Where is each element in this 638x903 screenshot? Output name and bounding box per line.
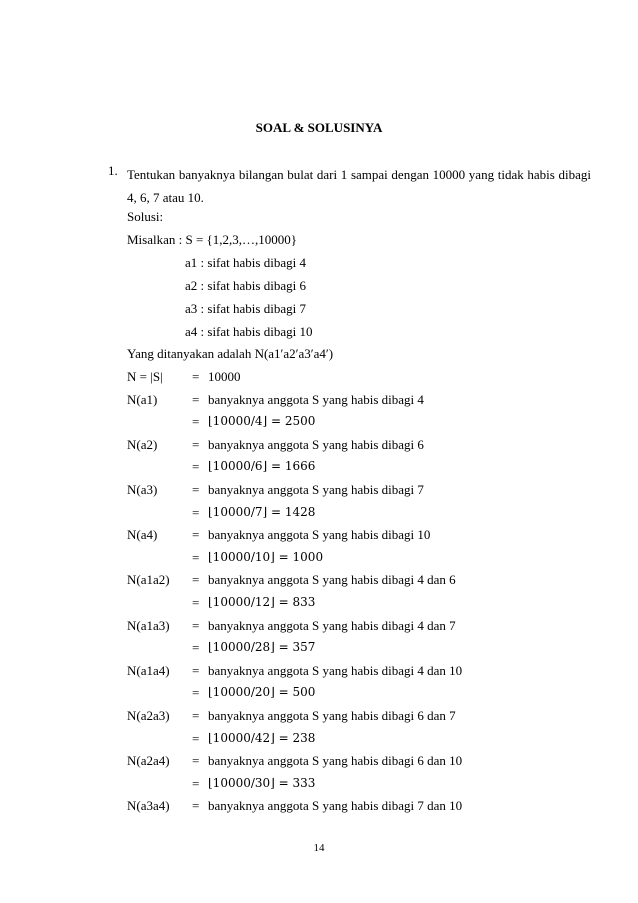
row-rhs: banyaknya anggota S yang habis dibagi 6 [208, 437, 424, 452]
row-rhs: banyaknya anggota S yang habis dibagi 4 dan 7 [208, 618, 456, 633]
row-lhs: N(a2) [127, 437, 158, 452]
row-rhs: ⌊10000/4⌋ = 2500 [208, 414, 316, 428]
row-rhs: banyaknya anggota S yang habis dibagi 6 dan 10 [208, 753, 463, 768]
row-rhs: banyaknya anggota S yang habis dibagi 4 dan 10 [208, 663, 463, 678]
page-title: SOAL & SOLUSINYA [255, 120, 383, 135]
row-equals: = [192, 572, 200, 587]
asked-line: Yang ditanyakan adalah N(a1′a2′a3′a4′) [127, 346, 334, 361]
row-rhs: ⌊10000/6⌋ = 1666 [208, 459, 316, 473]
row-rhs: ⌊10000/20⌋ = 500 [208, 685, 316, 699]
row-equals: = [192, 685, 200, 700]
row-equals: = [192, 527, 200, 542]
row-rhs: banyaknya anggota S yang habis dibagi 4 [208, 392, 424, 407]
solusi-label: Solusi: [127, 209, 164, 224]
row-rhs: banyaknya anggota S yang habis dibagi 7 [208, 482, 424, 497]
row-rhs: banyaknya anggota S yang habis dibagi 6 dan 7 [208, 708, 456, 723]
question-text: Tentukan banyaknya bilangan bulat dari 1 sampai dengan 10000 yang tidak habis dibagi 4, 6, 7 atau 10. [127, 167, 591, 205]
row-equals: = [192, 550, 200, 565]
row-rhs: ⌊10000/30⌋ = 333 [208, 776, 316, 790]
property-a1: a1 : sifat habis dibagi 4 [185, 255, 306, 270]
row-equals: = [192, 595, 200, 610]
row-rhs: banyaknya anggota S yang habis dibagi 10 [208, 527, 431, 542]
page-number: 14 [313, 842, 325, 854]
row-lhs: N(a1a2) [127, 572, 170, 587]
row-lhs: N(a4) [127, 527, 158, 542]
misalkan-line: Misalkan : S = {1,2,3,…,10000} [127, 232, 298, 247]
property-a4: a4 : sifat habis dibagi 10 [185, 324, 313, 339]
row-equals: = [192, 753, 200, 768]
row-equals: = [192, 640, 200, 655]
row-rhs: banyaknya anggota S yang habis dibagi 7 dan 10 [208, 798, 463, 813]
row-equals: = [192, 618, 200, 633]
row-equals: = [192, 414, 200, 429]
row-rhs: ⌊10000/28⌋ = 357 [208, 640, 316, 654]
row-lhs: N(a3) [127, 482, 158, 497]
row-lhs: N(a1a4) [127, 663, 170, 678]
row-rhs: ⌊10000/7⌋ = 1428 [208, 505, 316, 519]
row-equals: = [192, 776, 200, 791]
property-a2: a2 : sifat habis dibagi 6 [185, 278, 306, 293]
row-equals: = [192, 731, 200, 746]
row-equals: = [192, 437, 200, 452]
row-equals: = [192, 459, 200, 474]
row-lhs: N(a2a3) [127, 708, 170, 723]
row-rhs: ⌊10000/42⌋ = 238 [208, 731, 316, 745]
row-lhs: N(a1a3) [127, 618, 170, 633]
row-lhs: N(a3a4) [127, 798, 170, 813]
row-rhs: 10000 [208, 369, 241, 384]
row-equals: = [192, 505, 200, 520]
question-number: 1. [108, 163, 118, 178]
row-rhs: ⌊10000/12⌋ = 833 [208, 595, 316, 609]
row-lhs: N = |S| [127, 369, 163, 384]
row-equals: = [192, 392, 200, 407]
row-equals: = [192, 482, 200, 497]
row-lhs: N(a2a4) [127, 753, 170, 768]
row-equals: = [192, 798, 200, 813]
row-rhs: banyaknya anggota S yang habis dibagi 4 dan 6 [208, 572, 456, 587]
property-a3: a3 : sifat habis dibagi 7 [185, 301, 306, 316]
row-equals: = [192, 708, 200, 723]
row-rhs: ⌊10000/10⌋ = 1000 [208, 550, 324, 564]
row-lhs: N(a1) [127, 392, 158, 407]
row-equals: = [192, 663, 200, 678]
row-equals: = [192, 369, 200, 384]
